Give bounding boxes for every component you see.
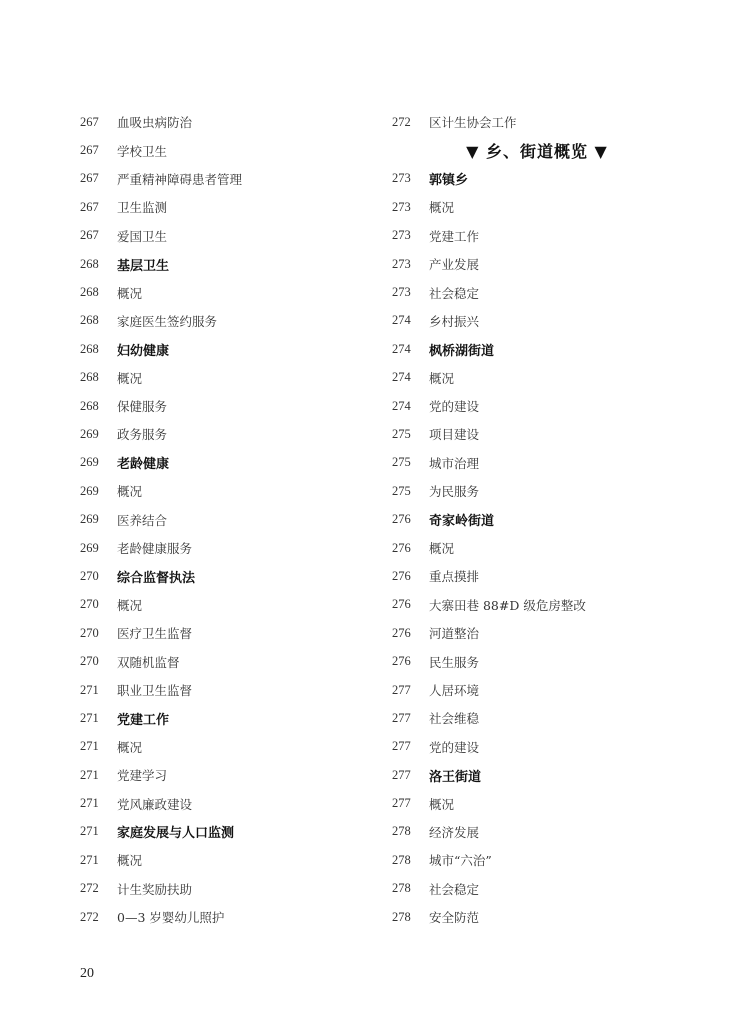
toc-entry-title: 洛王街道	[429, 769, 482, 785]
toc-entry-title: 概况	[117, 285, 143, 301]
toc-entry-title: 社会维稳	[429, 711, 480, 727]
toc-entry[interactable]	[392, 875, 692, 903]
toc-entry-title: 基层卫生	[117, 258, 170, 274]
toc-entry[interactable]	[392, 619, 692, 647]
toc-entry-title: 医养结合	[117, 512, 168, 528]
toc-entry-title: 妇幼健康	[117, 343, 170, 359]
toc-entry[interactable]	[80, 846, 380, 874]
toc-entry[interactable]	[80, 108, 380, 136]
toc-entry-title: 概况	[117, 853, 143, 869]
toc-page-number: 267	[80, 171, 99, 186]
toc-page-number: 275	[392, 426, 411, 441]
toc-entry[interactable]	[80, 903, 380, 931]
toc-page-number: 276	[392, 540, 411, 555]
toc-page-number: 276	[392, 568, 411, 583]
toc-entry-title: 经济发展	[429, 824, 480, 840]
toc-page-number: 278	[392, 852, 411, 867]
toc-entry[interactable]	[392, 477, 692, 505]
toc-entry[interactable]	[80, 789, 380, 817]
toc-left-column	[80, 108, 380, 931]
toc-entry-title: 综合监督执法	[117, 570, 196, 586]
toc-entry[interactable]	[392, 222, 692, 250]
toc-entry[interactable]	[392, 733, 692, 761]
toc-entry-title: 城市“六治”	[429, 853, 492, 869]
toc-page-number: 271	[80, 852, 99, 867]
toc-page-number: 276	[392, 597, 411, 612]
toc-entry[interactable]	[392, 250, 692, 278]
toc-entry[interactable]	[392, 903, 692, 931]
toc-entry[interactable]	[80, 136, 380, 164]
toc-page-number: 278	[392, 909, 411, 924]
toc-page-number: 271	[80, 767, 99, 782]
toc-entry-title: 党建工作	[117, 712, 170, 728]
toc-page-number: 269	[80, 426, 99, 441]
toc-entry-title: 河道整治	[429, 626, 480, 642]
toc-page-number: 276	[392, 654, 411, 669]
toc-heading-entry[interactable]	[392, 335, 692, 363]
toc-entry[interactable]	[80, 733, 380, 761]
toc-entry[interactable]	[392, 789, 692, 817]
toc-page-number: 267	[80, 199, 99, 214]
section-header: ▼ 乡、街道概览 ▼	[466, 142, 608, 162]
toc-entry-title: 枫桥湖街道	[429, 343, 495, 359]
toc-entry[interactable]	[80, 647, 380, 675]
toc-entry[interactable]	[392, 193, 692, 221]
toc-page-number: 274	[392, 313, 411, 328]
toc-right-column	[392, 108, 692, 931]
toc-entry[interactable]	[392, 818, 692, 846]
toc-entry[interactable]	[80, 222, 380, 250]
toc-page-number: 276	[392, 512, 411, 527]
toc-page-number: 267	[80, 228, 99, 243]
toc-entry[interactable]	[80, 477, 380, 505]
toc-page-number: 270	[80, 625, 99, 640]
toc-heading-entry[interactable]	[392, 761, 692, 789]
toc-entry-title: 大寨田巷 88#D 级危房整改	[429, 597, 586, 613]
toc-page-number: 271	[80, 824, 99, 839]
toc-entry[interactable]	[392, 449, 692, 477]
toc-entry[interactable]	[392, 364, 692, 392]
toc-entry[interactable]	[392, 108, 692, 136]
toc-page-number: 271	[80, 796, 99, 811]
toc-page-number: 277	[392, 739, 411, 754]
toc-entry-title: 老龄健康服务	[117, 541, 193, 557]
toc-entry-title: 老龄健康	[117, 457, 170, 473]
toc-page-number: 268	[80, 313, 99, 328]
toc-entry-title: 概况	[117, 484, 143, 500]
toc-entry[interactable]	[392, 647, 692, 675]
toc-page-number: 268	[80, 370, 99, 385]
toc-entry-title: 奇家岭街道	[429, 514, 495, 530]
toc-entry-title: 城市治理	[429, 455, 480, 471]
toc-entry[interactable]	[80, 505, 380, 533]
toc-page-number: 268	[80, 341, 99, 356]
toc-entry-title: 安全防范	[429, 910, 480, 926]
toc-entry-title: 社会稳定	[429, 285, 480, 301]
toc-entry[interactable]	[80, 278, 380, 306]
toc-entry-title: 政务服务	[117, 427, 168, 443]
toc-page-number: 270	[80, 568, 99, 583]
toc-entry-title: 医疗卫生监督	[117, 626, 193, 642]
toc-entry[interactable]	[392, 278, 692, 306]
toc-page-number: 272	[80, 881, 99, 896]
toc-page-number: 278	[392, 881, 411, 896]
toc-page-number: 271	[80, 739, 99, 754]
toc-page-number: 268	[80, 398, 99, 413]
toc-page-number: 268	[80, 285, 99, 300]
toc-page-number: 273	[392, 171, 411, 186]
toc-entry-title: 双随机监督	[117, 654, 180, 670]
toc-page-number: 273	[392, 256, 411, 271]
toc-page-number: 269	[80, 540, 99, 555]
toc-heading-entry[interactable]	[392, 505, 692, 533]
toc-page-number: 277	[392, 767, 411, 782]
toc-entry[interactable]	[392, 534, 692, 562]
toc-entry-title: 概况	[429, 541, 455, 557]
toc-entry-title: 郭镇乡	[429, 173, 469, 189]
toc-entry[interactable]	[80, 676, 380, 704]
toc-page-number: 272	[392, 114, 411, 129]
toc-entry-title: 重点摸排	[429, 569, 480, 585]
toc-page-number: 274	[392, 341, 411, 356]
toc-heading-entry[interactable]	[80, 449, 380, 477]
toc-heading-entry[interactable]	[80, 704, 380, 732]
toc-page-number: 273	[392, 199, 411, 214]
toc-entry-title: 概况	[117, 739, 143, 755]
toc-entry[interactable]	[80, 875, 380, 903]
toc-entry-title: 人居环境	[429, 683, 480, 698]
toc-entry-title: 严重精神障碍患者管理	[117, 171, 243, 187]
toc-page-number: 269	[80, 483, 99, 498]
toc-entry-title: 产业发展	[429, 257, 480, 273]
toc-entry[interactable]	[392, 420, 692, 448]
toc-entry[interactable]	[80, 307, 380, 335]
toc-page-number: 271	[80, 710, 99, 725]
toc-entry-title: 区计生协会工作	[429, 115, 517, 131]
toc-entry-title: 党的建设	[429, 399, 480, 415]
toc-heading-entry[interactable]	[80, 818, 380, 846]
toc-entry-title: 民生服务	[429, 654, 480, 670]
toc-page-number: 270	[80, 654, 99, 669]
toc-entry[interactable]	[80, 165, 380, 193]
toc-entry-title: 党的建设	[429, 739, 480, 755]
toc-page-number: 269	[80, 512, 99, 527]
toc-page-number: 268	[80, 256, 99, 271]
toc-entry-title: 计生奖励扶助	[117, 881, 193, 897]
toc-page-number: 272	[80, 909, 99, 924]
toc-entry-title: 概况	[429, 200, 455, 216]
toc-entry[interactable]	[392, 562, 692, 590]
toc-entry[interactable]	[392, 676, 692, 704]
toc-entry[interactable]	[80, 534, 380, 562]
toc-entry-title: 概况	[429, 796, 455, 812]
toc-entry[interactable]	[80, 761, 380, 789]
toc-entry-title: 0—3 岁婴幼儿照护	[117, 910, 225, 926]
toc-entry[interactable]	[80, 193, 380, 221]
toc-page-number: 275	[392, 455, 411, 470]
toc-entry-title: 爱国卫生	[117, 228, 168, 244]
toc-entry[interactable]	[392, 591, 692, 619]
toc-entry-title: 项目建设	[429, 427, 480, 443]
toc-entry-title: 党建学习	[117, 768, 168, 784]
toc-page-number: 277	[392, 710, 411, 725]
toc-page-number: 274	[392, 398, 411, 413]
toc-page-number: 269	[80, 455, 99, 470]
toc-entry[interactable]	[392, 846, 692, 874]
toc-entry[interactable]	[80, 392, 380, 420]
toc-entry[interactable]	[392, 392, 692, 420]
toc-entry[interactable]	[80, 420, 380, 448]
toc-page-number: 273	[392, 228, 411, 243]
toc-page-number: 276	[392, 625, 411, 640]
page-number: 20	[80, 966, 94, 981]
toc-entry-title: 党风廉政建设	[117, 796, 193, 812]
toc-page-number: 278	[392, 824, 411, 839]
toc-entry-title: 家庭医生签约服务	[117, 313, 218, 329]
toc-page-number: 273	[392, 285, 411, 300]
toc-entry-title: 党建工作	[429, 228, 480, 244]
toc-entry-title: 概况	[117, 597, 143, 613]
toc-page-number: 267	[80, 114, 99, 129]
toc-entry[interactable]	[80, 619, 380, 647]
toc-heading-entry[interactable]	[80, 335, 380, 363]
toc-page-number: 271	[80, 682, 99, 697]
toc-page-number: 267	[80, 143, 99, 158]
toc-entry-title: 保健服务	[117, 399, 168, 415]
toc-entry[interactable]	[392, 307, 692, 335]
toc-entry-title: 学校卫生	[117, 143, 168, 159]
toc-entry-title: 卫生监测	[117, 200, 168, 216]
toc-page-number: 270	[80, 597, 99, 612]
toc-entry[interactable]	[80, 364, 380, 392]
toc-heading-entry[interactable]	[80, 250, 380, 278]
toc-entry-title: 社会稳定	[429, 881, 480, 897]
toc-heading-entry[interactable]	[392, 165, 692, 193]
toc-entry[interactable]	[392, 704, 692, 732]
toc-entry-title: 血吸虫病防治	[117, 115, 193, 131]
toc-heading-entry[interactable]	[80, 562, 380, 590]
toc-entry-title: 家庭发展与人口监测	[117, 826, 235, 842]
toc-entry[interactable]	[80, 591, 380, 619]
toc-entry-title: 概况	[117, 370, 143, 386]
toc-entry-title: 乡村振兴	[429, 313, 480, 329]
toc-page-number: 275	[392, 483, 411, 498]
toc-page-number: 274	[392, 370, 411, 385]
toc-entry-title: 职业卫生监督	[117, 683, 193, 698]
toc-entry-title: 为民服务	[429, 484, 480, 500]
toc-page-number: 277	[392, 682, 411, 697]
toc-page-number: 277	[392, 796, 411, 811]
toc-entry-title: 概况	[429, 370, 455, 386]
